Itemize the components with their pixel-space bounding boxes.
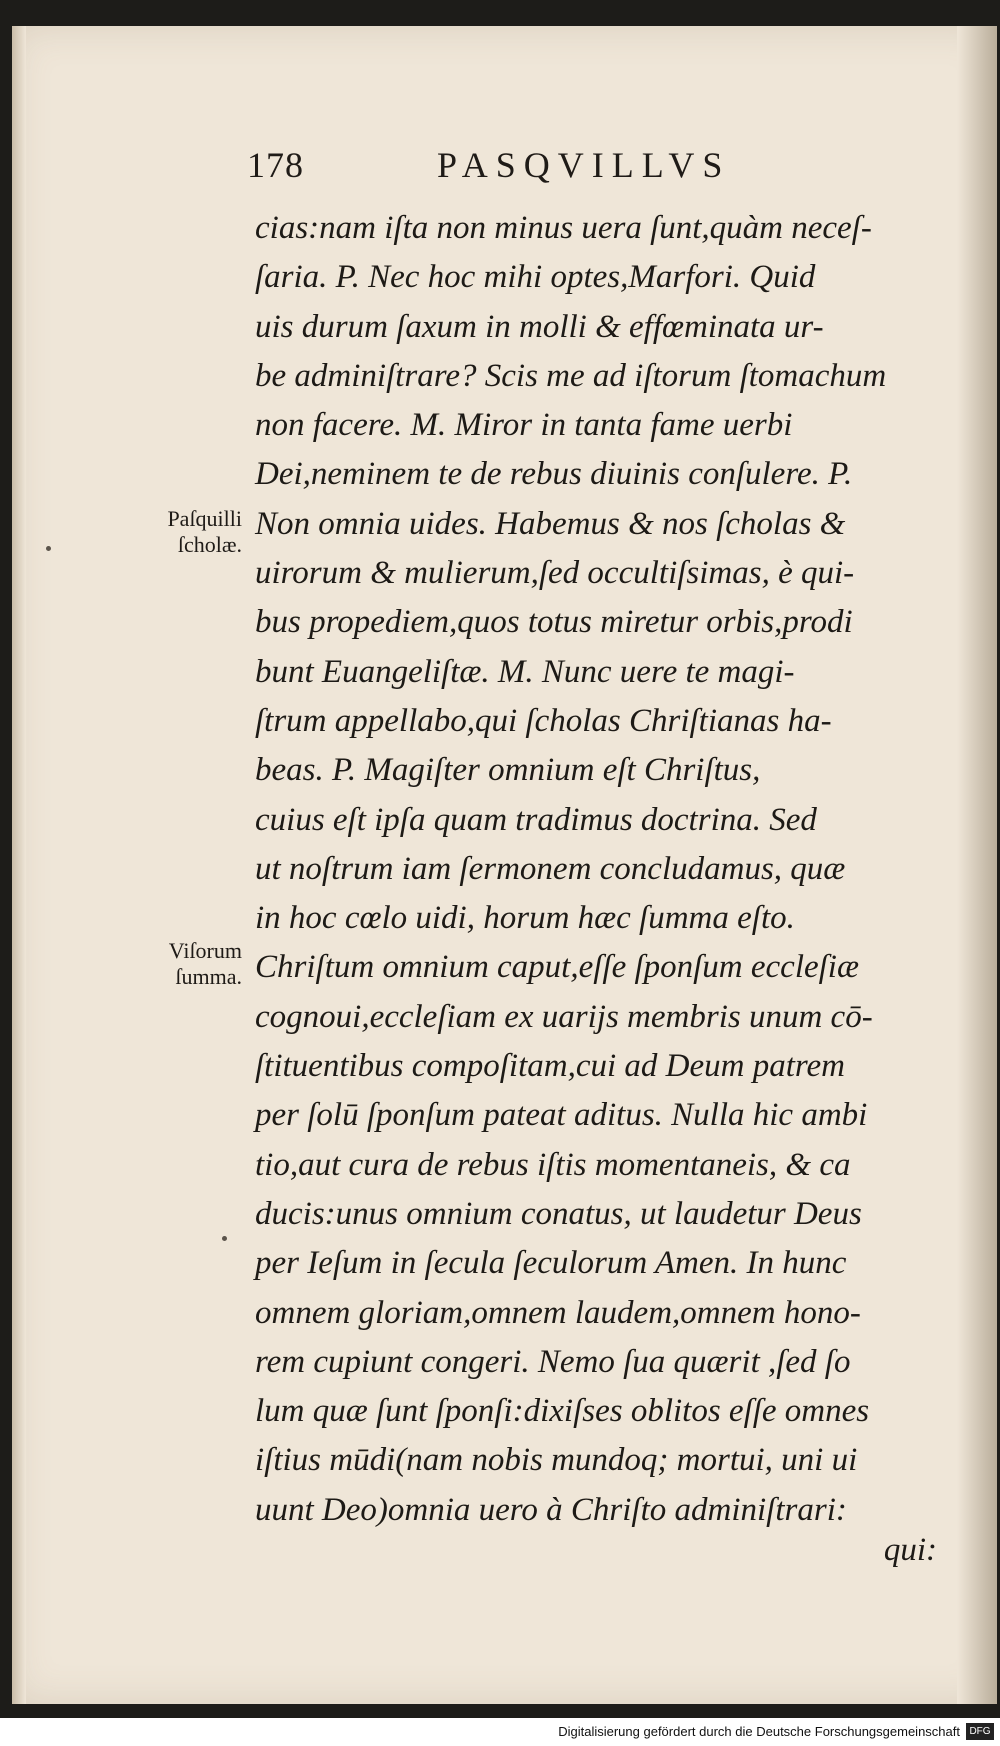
- text-line: ut noſtrum iam ſermonem concludamus, quæ: [255, 850, 846, 887]
- text-line: uis durum ſaxum in molli & effœminata ur-: [255, 308, 824, 345]
- page-gutter-shadow: [12, 26, 26, 1704]
- text-line: Non omnia uides. Habemus & nos ſcholas &: [255, 505, 846, 542]
- margin-note-visorum-summa: Viſorum ſumma.: [168, 938, 242, 989]
- page-number: 178: [247, 145, 304, 185]
- text-line: bus propediem,quos totus miretur orbis,prodi: [255, 604, 853, 641]
- page-header: [247, 144, 827, 194]
- text-line: cuius eſt ipſa quam tradimus doctrina. Sed: [255, 801, 817, 838]
- text-line: iſtius mūdi(nam nobis mundoq; mortui, uni ui: [255, 1442, 858, 1479]
- footer-credit: Digitalisierung gefördert durch die Deutsche Forschungsgemeinschaft: [558, 1724, 960, 1739]
- catchword: qui:: [883, 1532, 937, 1568]
- text-line: uunt Deo)omnia uero à Chriſto adminiſtrari:: [255, 1491, 847, 1528]
- text-line: per ſolū ſponſum pateat aditus. Nulla hic ambi: [255, 1097, 868, 1134]
- text-line: omnem gloriam,omnem laudem,omnem hono-: [255, 1294, 861, 1331]
- text-line: cognoui,eccleſiam ex uarijs membris unum cō-: [255, 998, 873, 1035]
- text-line: ducis:unus omnium conatus, ut laudetur Deus: [255, 1195, 862, 1232]
- text-line: per Ieſum in ſecula ſeculorum Amen. In hunc: [255, 1245, 847, 1282]
- text-line: Dei,neminem te de rebus diuinis conſulere. P.: [255, 456, 853, 493]
- text-line: ſaria. P. Nec hoc mihi optes,Marfori. Quid: [255, 259, 816, 296]
- text-line: cias:nam iſta non minus uera ſunt,quàm neceſ-: [255, 210, 872, 246]
- dfg-logo: DFG: [966, 1723, 994, 1740]
- text-line: in hoc cœlo uidi, horum hæc ſumma eſto.: [255, 900, 795, 937]
- running-title: PASQVILLVS: [437, 145, 731, 185]
- main-text-block: [255, 204, 975, 1535]
- stray-mark: [46, 546, 51, 551]
- text-line: rem cupiunt congeri. Nemo ſua quærit ,ſed ſo: [255, 1343, 851, 1380]
- stray-mark: [222, 1236, 227, 1241]
- text-line: ſtrum appellabo,qui ſcholas Chriſtianas ha-: [255, 702, 832, 739]
- text-line: non facere. M. Miror in tanta fame uerbi: [255, 407, 793, 444]
- text-line: Chriſtum omnium caput,eſſe ſponſum eccleſiæ: [255, 949, 859, 986]
- text-line: tio,aut cura de rebus iſtis momentaneis, & ca: [255, 1146, 851, 1183]
- text-line: ſtituentibus compoſitam,cui ad Deum patrem: [255, 1048, 845, 1085]
- digitization-footer: [0, 1718, 1000, 1746]
- text-line: lum quæ ſunt ſponſi:dixiſses oblitos eſſe omnes: [255, 1393, 870, 1430]
- text-line: be adminiſtrare? Scis me ad iſtorum ſtomachum: [255, 357, 887, 394]
- book-page: [12, 26, 997, 1704]
- text-line: uirorum & mulierum,ſed occultiſsimas, è qui-: [255, 555, 855, 592]
- text-line: bunt Euangeliſtæ. M. Nunc uere te magi-: [255, 653, 795, 690]
- text-line: beas. P. Magiſter omnium eſt Chriſtus,: [255, 752, 761, 789]
- margin-note-pasquilli-scholae: Paſquilli ſcholæ.: [167, 506, 242, 557]
